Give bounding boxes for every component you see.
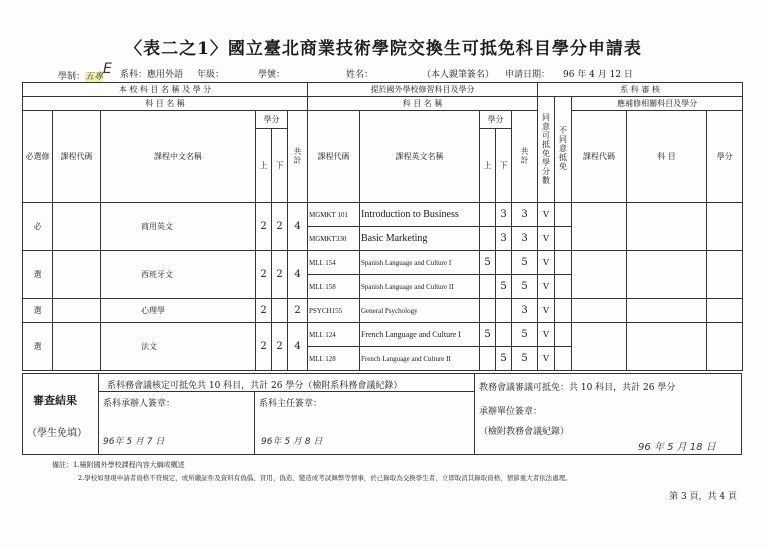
- total-cell: 4: [288, 323, 308, 371]
- page-number: 第 3 頁，共 4 頁: [669, 492, 737, 502]
- code-cell: [53, 203, 101, 251]
- dept-meeting-text: 系科務會議核定可抵免共 10 科目，共計 26 學分（檢附系科務會議紀錄）: [107, 381, 403, 391]
- req-cell: 選: [23, 251, 53, 299]
- foreign-down-cell: [496, 323, 512, 347]
- supp-code-cell: [572, 323, 627, 371]
- req-cell: 選: [23, 299, 53, 323]
- down-cell: 2: [272, 251, 288, 299]
- disagree-cell: [555, 299, 572, 323]
- code-cell: [53, 323, 101, 371]
- agree-mark: V: [538, 227, 555, 251]
- credits-header: 學分: [256, 111, 288, 129]
- supp-subject-cell: [627, 203, 707, 251]
- foreign-down-cell: 3: [496, 227, 512, 251]
- foreign-en-cell: Basic Marketing: [360, 227, 480, 251]
- disagree-cell: [555, 275, 572, 299]
- supp-credit-cell: [707, 203, 743, 251]
- supp-code-cell: [572, 203, 627, 251]
- date-label: 申請日期：: [505, 70, 551, 80]
- down-cell: 2: [272, 203, 288, 251]
- foreign-code-header: 課程代碼: [308, 111, 360, 203]
- down-cell: [272, 299, 288, 323]
- foreign-code-cell: MLL 124: [308, 323, 360, 347]
- foreign-en-cell: Introduction to Business: [360, 203, 480, 227]
- cn-name-cell: 法文: [101, 323, 256, 371]
- foreign-total-cell: 5: [512, 251, 538, 275]
- unit-sign-label: 承辦單位簽章：: [479, 407, 543, 417]
- down-cell: 2: [272, 323, 288, 371]
- supp-credit-cell: [707, 299, 743, 323]
- foreign-en-cell: General Psychology: [360, 299, 480, 323]
- table-row: [23, 299, 743, 323]
- grade-value: 五專: [85, 72, 104, 82]
- foreign-total-cell: 5: [512, 275, 538, 299]
- note-2: 2.學校如發現申請者資格不符規定，或所繳証件及資料有偽僞、冒用、偽造、變造或考試舞弊等情事，於已錄取為交換學生者，立即取消其錄取資格，情節重大者依法處理。: [78, 474, 572, 482]
- foreign-down-cell: [496, 299, 512, 323]
- foreign-down-cell: [496, 251, 512, 275]
- table-row: [23, 323, 743, 347]
- dept-head-label: 系科主任簽章：: [259, 399, 323, 409]
- form-title: 〈表二之1〉國立臺北商業技術學院交換生可抵免科目學分申請表: [125, 39, 642, 59]
- subjects-table: [22, 82, 743, 371]
- edu-date: 96 年 5 月 18 日: [638, 442, 716, 453]
- supp-code-cell: [572, 251, 627, 299]
- code-cell: [53, 251, 101, 299]
- edu-meeting-text: 教務會議審議可抵免：共 10 科目，共計 26 學分: [479, 383, 676, 393]
- note-1: 備註：1.檢附國外學校課程內容大綱或概述: [52, 461, 185, 469]
- agree-mark: V: [538, 347, 555, 371]
- foreign-up-cell: 5: [480, 323, 496, 347]
- code-header: 課程代碼: [53, 111, 101, 203]
- dept-label: 系科：應用外語: [120, 70, 184, 80]
- home-group-header: 本 校 科 目 名 稱 及 學 分: [23, 83, 308, 97]
- total-cell: 4: [288, 251, 308, 299]
- up-cell: 2: [256, 299, 272, 323]
- foreign-up-cell: [480, 275, 496, 299]
- cn-name-header: 課程中文名稱: [101, 111, 256, 203]
- year-label: 年級：: [197, 70, 225, 80]
- cn-name-cell: 商用英文: [101, 203, 256, 251]
- foreign-en-cell: French Language and Culture I: [360, 323, 480, 347]
- foreign-up-cell: [480, 299, 496, 323]
- supp-credit-cell: [707, 323, 743, 371]
- up-cell: 2: [256, 203, 272, 251]
- dept-head-date: 96年 5 月 8 日: [261, 437, 323, 447]
- foreign-lower-header: 下: [496, 129, 512, 203]
- foreign-up-cell: [480, 227, 496, 251]
- agree-mark: V: [538, 275, 555, 299]
- disagree-cell: [555, 347, 572, 371]
- agree-mark: V: [538, 203, 555, 227]
- student-fill-note: （學生免填）: [27, 428, 87, 439]
- supp-subject-cell: [627, 251, 707, 299]
- foreign-total-header: 共計: [512, 111, 538, 203]
- total-cell: 2: [288, 299, 308, 323]
- cn-name-cell: 西班牙文: [101, 251, 256, 299]
- foreign-en-cell: Spanish Language and Culture I: [360, 251, 480, 275]
- lower-header: 下: [272, 129, 288, 203]
- foreign-code-cell: MLL 154: [308, 251, 360, 275]
- foreign-total-cell: 3: [512, 203, 538, 227]
- supp-subject-header: 科 目: [627, 111, 707, 203]
- foreign-total-cell: 3: [512, 227, 538, 251]
- supp-code-cell: [572, 299, 627, 323]
- table-row: [23, 203, 743, 227]
- req-cell: 選: [23, 323, 53, 371]
- req-cell: 必: [23, 203, 53, 251]
- foreign-code-cell: MLL 158: [308, 275, 360, 299]
- foreign-total-cell: 3: [512, 299, 538, 323]
- disagree-header: 不同意抵免: [555, 97, 572, 203]
- supplement-header: 應補修相關科目及學分: [572, 97, 743, 111]
- foreign-subject-name-header: 科 目 名 稱: [308, 97, 538, 111]
- dept-handler-label: 系科承辦人簽章：: [103, 399, 176, 409]
- required-header: 必選修: [23, 111, 53, 203]
- supp-credit-header: 學分: [707, 111, 743, 203]
- supp-subject-cell: [627, 323, 707, 371]
- foreign-down-cell: 3: [496, 203, 512, 227]
- name-label: 姓名：: [346, 70, 374, 80]
- foreign-credits-header: 學分: [480, 111, 512, 129]
- grade-mark: E: [103, 61, 112, 77]
- foreign-en-header: 課程英文名稱: [360, 111, 480, 203]
- agree-mark: V: [538, 251, 555, 275]
- agree-mark: V: [538, 299, 555, 323]
- agree-mark: V: [538, 323, 555, 347]
- foreign-down-cell: 5: [496, 275, 512, 299]
- upper-header: 上: [256, 129, 272, 203]
- foreign-up-cell: 5: [480, 251, 496, 275]
- up-cell: 2: [256, 323, 272, 371]
- agree-header: 同意可抵免學分數: [538, 97, 555, 203]
- table-row: [23, 251, 743, 275]
- date-value: 96 年 4 月 12 日: [563, 70, 633, 80]
- cn-name-cell: 心理學: [101, 299, 256, 323]
- up-cell: 2: [256, 251, 272, 299]
- info-grade: [58, 61, 112, 83]
- supp-code-header: 課程代碼: [572, 111, 627, 203]
- result-label: 審查結果: [33, 394, 77, 407]
- foreign-total-cell: 5: [512, 323, 538, 347]
- subject-name-header: 科 目 名 稱: [23, 97, 308, 111]
- foreign-code-cell: MGMKT330: [308, 227, 360, 251]
- edu-attach-note: （檢附教務會議紀錄）: [479, 427, 570, 437]
- supp-credit-cell: [707, 251, 743, 299]
- foreign-up-cell: [480, 203, 496, 227]
- supp-subject-cell: [627, 299, 707, 323]
- total-cell: 4: [288, 203, 308, 251]
- disagree-cell: [555, 251, 572, 275]
- dept-review-header: 系 科 審 核: [538, 83, 743, 97]
- foreign-code-cell: PSYCH155: [308, 299, 360, 323]
- total-header: 共計: [288, 111, 308, 203]
- foreign-down-cell: 5: [496, 347, 512, 371]
- foreign-code-cell: MLL 128: [308, 347, 360, 371]
- name-hint: （本人親筆簽名）: [422, 70, 495, 80]
- grade-label: 學制：: [58, 72, 86, 82]
- foreign-total-cell: 5: [512, 347, 538, 371]
- disagree-cell: [555, 227, 572, 251]
- foreign-en-cell: Spanish Language and Culture II: [360, 275, 480, 299]
- foreign-up-cell: [480, 347, 496, 371]
- foreign-code-cell: MGMKT 101: [308, 203, 360, 227]
- dept-handler-date: 96年 5 月 7 日: [103, 437, 165, 447]
- review-section: [22, 373, 742, 455]
- foreign-group-header: 提於國外學校修習科目及學分: [308, 83, 538, 97]
- disagree-cell: [555, 323, 572, 347]
- disagree-cell: [555, 203, 572, 227]
- id-label: 學號：: [258, 70, 286, 80]
- foreign-upper-header: 上: [480, 129, 496, 203]
- code-cell: [53, 299, 101, 323]
- foreign-en-cell: French Language and Culture II: [360, 347, 480, 371]
